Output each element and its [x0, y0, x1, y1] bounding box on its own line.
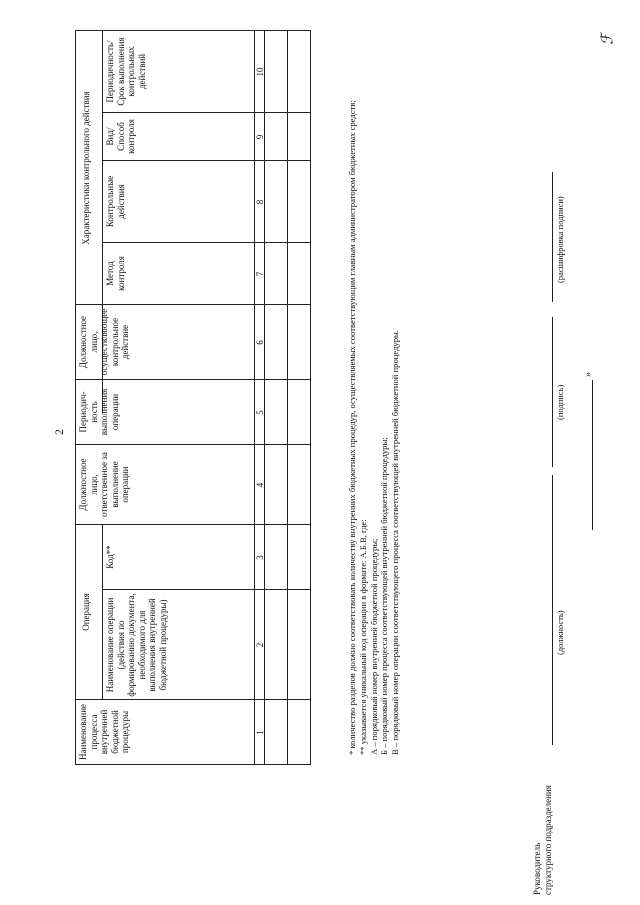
- head-label: [532, 785, 554, 895]
- column-number: 4: [255, 482, 265, 488]
- head-label-line1: Руководитель: [532, 842, 542, 895]
- footnote-code-format: ** указывается уникальный код операции в формате: А.Б.В, где:: [357, 519, 368, 755]
- header-responsible-person: Должностное лицо, ответственное за выполнение операции: [78, 452, 130, 517]
- header-code: Код**: [105, 545, 115, 569]
- footnote-b: Б – порядковый номер процесса соответствующей внутренней бюджетной процедуры;: [379, 437, 390, 755]
- decoding-line: [552, 172, 553, 302]
- head-label-line2: структурного подразделения: [543, 785, 553, 895]
- footnote-c: В – порядковый номер операции соответствующего процесса соответствующей внутренней бюджетной процедуры.: [390, 330, 401, 755]
- header-control-type: Вид/ Способ контроля: [105, 119, 136, 154]
- internal-control-table: [75, 30, 310, 765]
- header-operation-name: Наименование операции (действия по формированию документа, необходимого для выполнения внутренней бюджетной процедуры): [105, 593, 168, 697]
- footnotes: [347, 35, 401, 755]
- column-number: 2: [255, 642, 265, 648]
- position-line: [552, 475, 553, 745]
- signature-line: [552, 317, 553, 467]
- date-quote: »: [583, 372, 594, 377]
- signature-caption: (подпись): [555, 384, 565, 420]
- handwritten-initials: ℱ: [599, 32, 617, 46]
- column-number: 8: [255, 199, 265, 205]
- header-control-group: Характеристики контрольного действия: [81, 91, 91, 245]
- footnote-sections: * количество разделов должно соответствовать количеству внутренних бюджетных процедур, осуществляемых соответствующим главным администратором бюджетных средств;: [347, 100, 357, 755]
- column-number: 9: [255, 134, 265, 140]
- header-operation-group: Операция: [81, 593, 91, 631]
- header-control-periodicity: Периодичность/Срок выполнения контрольных действий: [105, 37, 147, 106]
- date-line: [592, 380, 593, 530]
- decoding-caption: (расшифровка подписи): [555, 196, 565, 283]
- footnote-a: А – порядковый номер внутренней бюджетной процедуры;: [368, 538, 379, 755]
- header-operation-periodicity: Периодич-ность выполнения операции: [78, 388, 120, 436]
- header-control-method: Метод контроля: [105, 256, 126, 291]
- column-number: 5: [255, 410, 265, 415]
- column-number: 10: [255, 67, 265, 77]
- column-number: 6: [255, 340, 265, 345]
- position-caption: (должность): [555, 610, 565, 655]
- column-number: 7: [255, 271, 265, 277]
- header-process-name: Наименование процесса внутренней бюджетной процедуры: [78, 703, 130, 761]
- column-number: 3: [255, 555, 265, 560]
- column-number: 1: [255, 730, 265, 735]
- header-control-actions: Контрольные действия: [105, 175, 126, 228]
- header-control-person: Должностное лицо, осуществляющее контрольное действие: [78, 308, 130, 376]
- page-number: 2: [52, 429, 66, 435]
